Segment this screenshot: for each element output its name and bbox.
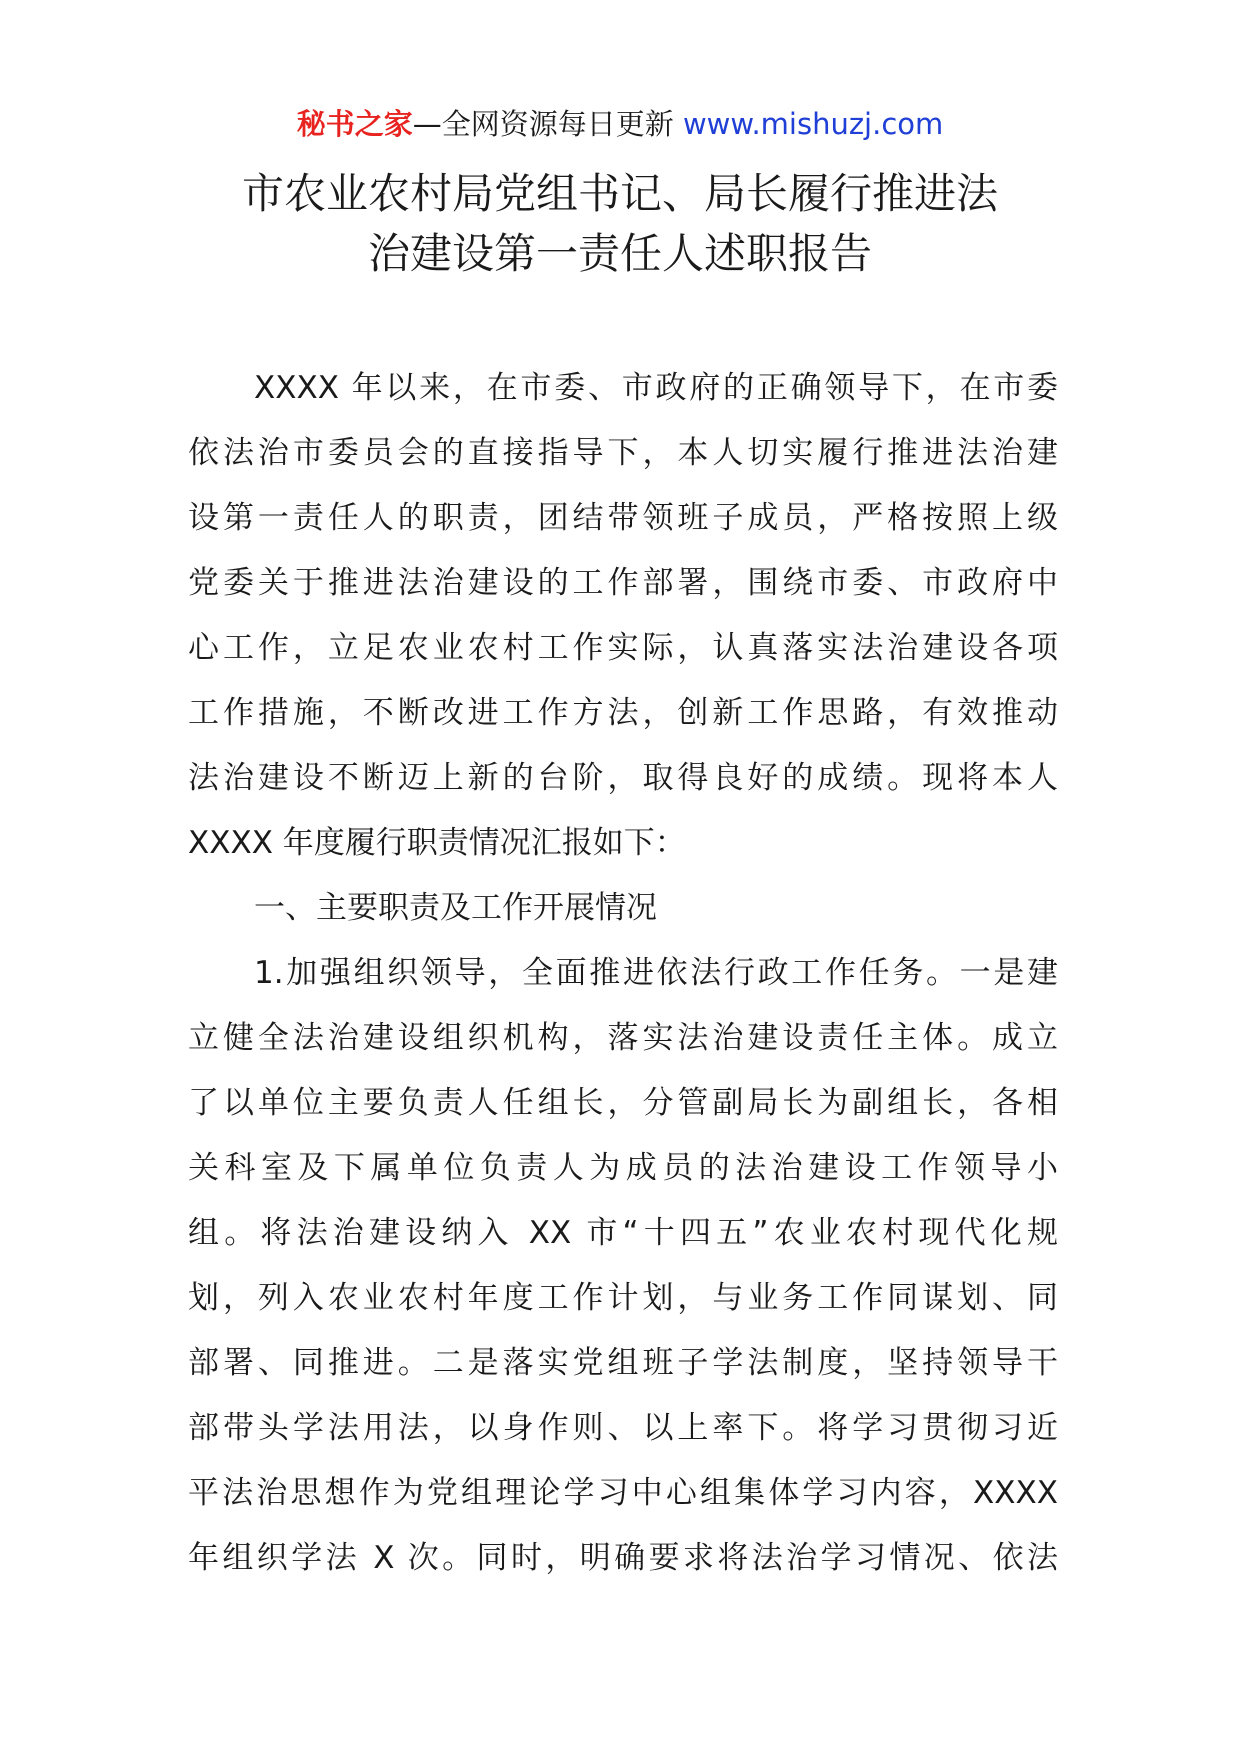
body-line: 部带头学法用法，以身作则、以上率下。将学习贯彻习近 xyxy=(188,1410,1058,1446)
site-url[interactable]: www.mishuzj.com xyxy=(682,107,944,141)
section-heading: 一、主要职责及工作开展情况 xyxy=(254,890,657,926)
body-line: 心工作，立足农业农村工作实际，认真落实法治建设各项 xyxy=(188,630,1058,666)
document-body xyxy=(188,356,1058,1591)
body-line: 立健全法治建设组织机构，落实法治建设责任主体。成立 xyxy=(188,1020,1058,1056)
site-header xyxy=(0,104,1240,144)
body-line: 依法治市委员会的直接指导下，本人切实履行推进法治建 xyxy=(188,435,1058,471)
body-line: 党委关于推进法治建设的工作部署，围绕市委、市政府中 xyxy=(188,565,1058,601)
body-line: 部署、同推进。二是落实党组班子学法制度，坚持领导干 xyxy=(188,1345,1058,1381)
body-line: 平法治思想作为党组理论学习中心组集体学习内容，XXXX xyxy=(188,1475,1058,1511)
document-title xyxy=(0,164,1240,284)
header-slogan: —全网资源每日更新 xyxy=(412,107,674,141)
body-line: 年组织学法 X 次。同时，明确要求将法治学习情况、依法 xyxy=(188,1540,1058,1576)
body-line: 组。将法治建设纳入 XX 市“十四五”农业农村现代化规 xyxy=(188,1215,1058,1251)
body-line: 关科室及下属单位负责人为成员的法治建设工作领导小 xyxy=(188,1150,1058,1186)
title-line-1: 市农业农村局党组书记、局长履行推进法 xyxy=(241,169,998,218)
title-line-2: 治建设第一责任人述职报告 xyxy=(367,229,872,278)
body-line: 设第一责任人的职责，团结带领班子成员，严格按照上级 xyxy=(188,500,1058,536)
body-line: 法治建设不断迈上新的台阶，取得良好的成绩。现将本人 xyxy=(188,760,1058,796)
body-line: 工作措施，不断改进工作方法，创新工作思路，有效推动 xyxy=(188,695,1058,731)
body-line: XXXX 年度履行职责情况汇报如下： xyxy=(188,825,686,861)
body-line: 了以单位主要负责人任组长，分管副局长为副组长，各相 xyxy=(188,1085,1058,1121)
brand-name: 秘书之家 xyxy=(296,107,413,141)
body-line: 1.加强组织领导，全面推进依法行政工作任务。一是建 xyxy=(254,955,1058,991)
body-line: 划，列入农业农村年度工作计划，与业务工作同谋划、同 xyxy=(188,1280,1058,1316)
body-line: XXXX 年以来，在市委、市政府的正确领导下，在市委 xyxy=(254,370,1058,406)
